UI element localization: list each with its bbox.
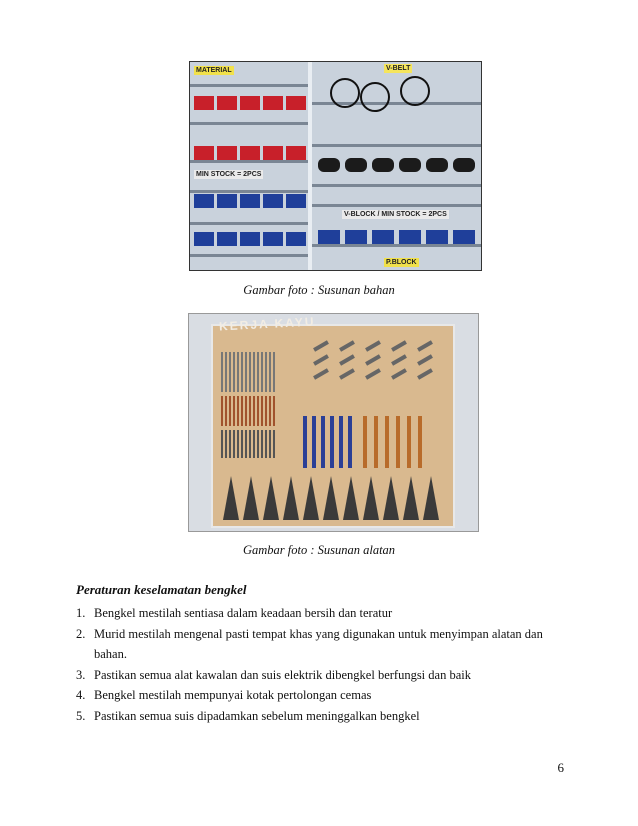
chisel-tool [363, 416, 367, 468]
belt-roll [372, 158, 394, 172]
chisel-tool [265, 396, 267, 426]
square-tool [417, 340, 433, 351]
chisel-tool [269, 396, 271, 426]
v-belt [330, 78, 360, 108]
list-text: Pastikan semua alat kawalan dan suis elektrik dibengkel berfungsi dan baik [94, 667, 471, 682]
storage-bin [240, 194, 260, 208]
storage-bin [217, 232, 237, 246]
shelf-rail [312, 184, 482, 187]
saw-tool [283, 476, 299, 520]
file-tool [225, 352, 227, 392]
saw-tool [343, 476, 359, 520]
chisel-tool [257, 396, 259, 426]
storage-bin [240, 96, 260, 110]
tool-board [211, 324, 455, 528]
chisel-tool [233, 396, 235, 426]
shelf-rail [190, 84, 308, 87]
square-tool [313, 340, 329, 351]
chisel-tool [261, 396, 263, 426]
list-text: Bengkel mestilah mempunyai kotak pertolongan cemas [94, 688, 372, 702]
screwdriver-tool [253, 430, 255, 458]
screwdriver-tool [273, 430, 275, 458]
screwdriver-tool [225, 430, 227, 458]
square-tool [391, 354, 407, 365]
square-tool [365, 340, 381, 351]
belt-roll [426, 158, 448, 172]
square-tool [339, 354, 355, 365]
shelf-label: V-BELT [386, 65, 411, 72]
list-text: Pastikan semua suis dipadamkan sebelum meninggalkan bengkel [94, 708, 420, 723]
storage-bin [372, 230, 394, 244]
square-tool [365, 354, 381, 365]
file-tool [273, 352, 275, 392]
square-tool [417, 368, 433, 379]
shelf-label: MATERIAL [196, 67, 232, 74]
belt-roll [318, 158, 340, 172]
list-number: 2. [76, 626, 86, 641]
square-tool [417, 354, 433, 365]
chisel-tool [374, 416, 378, 468]
screwdriver-tool [233, 430, 235, 458]
list-number: 1. [76, 606, 86, 620]
list-text: Bengkel mestilah sentiasa dalam keadaan bersih dan teratur [94, 606, 393, 620]
storage-bin [286, 96, 306, 110]
shelf-rail [312, 204, 482, 207]
screwdriver-tool [241, 430, 243, 458]
storage-bin [217, 146, 237, 160]
chisel-tool [225, 396, 227, 426]
screwdriver-tool [321, 416, 325, 468]
chisel-tool [418, 416, 422, 468]
screwdriver-tool [265, 430, 267, 458]
shelf-rail [190, 160, 308, 163]
chisel-tool [241, 396, 243, 426]
chisel-tool [249, 396, 251, 426]
chisel-tool [221, 396, 223, 426]
screwdriver-tool [330, 416, 334, 468]
safety-rules-list [76, 603, 566, 726]
screwdriver-tool [249, 430, 251, 458]
storage-bin [318, 230, 340, 244]
square-tool [339, 340, 355, 351]
file-tool [269, 352, 271, 392]
v-belt [360, 82, 390, 112]
storage-bin [217, 96, 237, 110]
page-number: 6 [557, 760, 564, 775]
shelf-label: V-BLOCK / MIN STOCK = 2PCS [344, 211, 447, 218]
saw-tool [403, 476, 419, 520]
photo-caption: Gambar foto : Susunan alatan [242, 543, 396, 557]
square-tool [391, 340, 407, 351]
storage-bin [263, 194, 283, 208]
saw-tool [223, 476, 239, 520]
screwdriver-tool [339, 416, 343, 468]
file-tool [233, 352, 235, 392]
storage-bin [286, 194, 306, 208]
list-number: 5. [76, 708, 86, 723]
file-tool [253, 352, 255, 392]
belt-roll [345, 158, 367, 172]
shelf-rail [312, 144, 482, 147]
file-tool [265, 352, 267, 392]
file-tool [237, 352, 239, 392]
square-tool [339, 368, 355, 379]
file-tool [245, 352, 247, 392]
storage-bin [194, 146, 214, 160]
storage-bin [426, 230, 448, 244]
square-tool [313, 354, 329, 365]
chisel-tool [229, 396, 231, 426]
file-tool [249, 352, 251, 392]
list-item [76, 685, 566, 706]
storage-bin [345, 230, 367, 244]
storage-bin [217, 194, 237, 208]
v-belt [400, 76, 430, 106]
list-item [76, 624, 566, 665]
section-heading: Peraturan keselamatan bengkel [76, 582, 247, 597]
list-number: 3. [76, 667, 86, 682]
saw-tool [303, 476, 319, 520]
saw-tool [263, 476, 279, 520]
storage-bin [263, 146, 283, 160]
screwdriver-tool [269, 430, 271, 458]
shelf-rail [190, 254, 308, 257]
square-tool [391, 368, 407, 379]
saw-tool [323, 476, 339, 520]
storage-bin [286, 232, 306, 246]
screwdriver-tool [257, 430, 259, 458]
saw-tool [383, 476, 399, 520]
storage-bin [286, 146, 306, 160]
file-tool [257, 352, 259, 392]
saw-tool [363, 476, 379, 520]
list-item [76, 706, 566, 727]
storage-bin [240, 146, 260, 160]
list-item [76, 603, 566, 624]
storage-bin [263, 232, 283, 246]
saw-tool [423, 476, 439, 520]
screwdriver-tool [303, 416, 307, 468]
chisel-tool [245, 396, 247, 426]
file-tool [221, 352, 223, 392]
storage-bin [399, 230, 421, 244]
chisel-tool [237, 396, 239, 426]
tool-board-photo [188, 313, 479, 532]
screwdriver-tool [237, 430, 239, 458]
storage-bin [240, 232, 260, 246]
screwdriver-tool [245, 430, 247, 458]
shelving-photo [189, 61, 482, 271]
shelf-label: MIN STOCK = 2PCS [196, 171, 262, 178]
screwdriver-tool [261, 430, 263, 458]
shelf-rail [190, 222, 308, 225]
saw-tool [243, 476, 259, 520]
storage-bin [194, 96, 214, 110]
shelf-rail [190, 122, 308, 125]
photo-caption: Gambar foto : Susunan bahan [243, 283, 395, 297]
chisel-tool [385, 416, 389, 468]
chisel-tool [253, 396, 255, 426]
storage-bin [453, 230, 475, 244]
board-sign: KERJA KAYU [218, 314, 316, 334]
chisel-tool [407, 416, 411, 468]
shelf-rail [312, 244, 482, 247]
file-tool [261, 352, 263, 392]
storage-bin [263, 96, 283, 110]
shelf-rail [190, 190, 308, 193]
file-tool [241, 352, 243, 392]
file-tool [229, 352, 231, 392]
screwdriver-tool [348, 416, 352, 468]
shelf-divider [308, 62, 312, 271]
list-item [76, 665, 566, 686]
shelf-label: P.BLOCK [386, 259, 417, 266]
chisel-tool [273, 396, 275, 426]
list-text: Murid mestilah mengenal pasti tempat khas yang digunakan untuk menyimpan alatan dan bahan. [94, 626, 543, 661]
chisel-tool [396, 416, 400, 468]
screwdriver-tool [221, 430, 223, 458]
list-number: 4. [76, 688, 86, 702]
storage-bin [194, 232, 214, 246]
belt-roll [453, 158, 475, 172]
screwdriver-tool [312, 416, 316, 468]
square-tool [365, 368, 381, 379]
storage-bin [194, 194, 214, 208]
square-tool [313, 368, 329, 379]
belt-roll [399, 158, 421, 172]
screwdriver-tool [229, 430, 231, 458]
